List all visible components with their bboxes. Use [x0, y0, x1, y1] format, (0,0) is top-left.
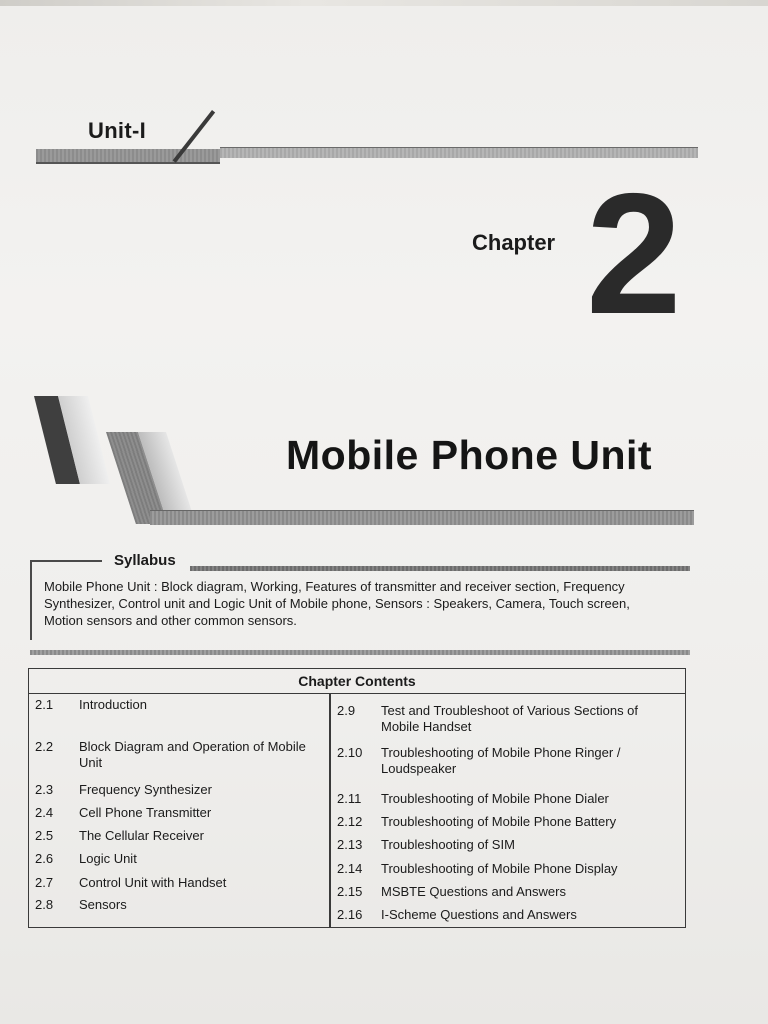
page-top-edge: [0, 0, 768, 6]
syllabus-bottom-rule: [30, 650, 690, 655]
contents-heading: Chapter Contents: [29, 669, 685, 694]
contents-item-number: 2.4: [35, 805, 54, 820]
syllabus-top-rule: [190, 566, 690, 571]
contents-item-number: 2.16: [337, 907, 363, 922]
unit-rule-left: [36, 149, 220, 164]
contents-item-number: 2.14: [337, 861, 363, 876]
contents-item-title: Introduction: [79, 697, 147, 712]
contents-item-number: 2.7: [35, 875, 54, 890]
contents-item-title: Control Unit with Handset: [79, 875, 227, 890]
contents-item-number: 2.6: [35, 851, 54, 866]
contents-item-number: 2.11: [337, 791, 362, 806]
contents-item-title: Troubleshooting of Mobile Phone Battery: [381, 814, 617, 829]
contents-item-number: 2.12: [337, 814, 363, 829]
contents-item-title: Block Diagram and Operation of Mobile Unit: [79, 739, 306, 770]
contents-item-title: The Cellular Receiver: [79, 828, 204, 843]
unit-label: Unit-I: [88, 118, 147, 143]
contents-item-title: Logic Unit: [79, 851, 137, 866]
contents-item-title: Test and Troubleshoot of Various Sections of Mobile Handset: [381, 703, 639, 734]
contents-item-number: 2.10: [337, 745, 363, 760]
unit-rule-right: [220, 147, 698, 158]
contents-item-number: 2.8: [35, 897, 54, 912]
contents-item-title: Troubleshooting of Mobile Phone Display: [381, 861, 618, 876]
contents-item-title: Sensors: [79, 897, 127, 912]
chapter-contents-table: [28, 668, 686, 928]
contents-item-title: Frequency Synthesizer: [79, 782, 212, 797]
contents-item-number: 2.5: [35, 828, 54, 843]
chapter-title: Mobile Phone Unit: [286, 432, 653, 478]
contents-item-title: Troubleshooting of Mobile Phone Dialer: [381, 791, 609, 806]
syllabus-heading: Syllabus: [114, 552, 176, 569]
contents-item-number: 2.13: [337, 837, 363, 852]
syllabus-text: Mobile Phone Unit : Block diagram, Working, Features of transmitter and receiver section, Frequency Synthesizer, Control unit and Logic Unit of Mobile phone, Sensors : Speakers, Camera, Touch screen, Motion sensors and other common sensors.: [44, 579, 630, 628]
contents-item-number: 2.2: [35, 739, 54, 754]
contents-item-number: 2.9: [337, 703, 356, 718]
chapter-word: Chapter: [472, 230, 556, 255]
contents-item-number: 2.15: [337, 884, 363, 899]
contents-item-title: Troubleshooting of Mobile Phone Ringer / Loudspeaker: [381, 745, 621, 776]
contents-item-title: I-Scheme Questions and Answers: [381, 907, 577, 922]
title-underline-bar: [150, 510, 694, 525]
contents-item-number: 2.3: [35, 782, 54, 797]
contents-item-title: Troubleshooting of SIM: [381, 837, 515, 852]
syllabus-corner-rule: [30, 560, 102, 562]
chapter-number: 2: [586, 158, 678, 350]
contents-column-divider: [329, 693, 331, 927]
contents-item-title: Cell Phone Transmitter: [79, 805, 212, 820]
contents-item-title: MSBTE Questions and Answers: [381, 884, 566, 899]
contents-item-number: 2.1: [35, 697, 54, 712]
